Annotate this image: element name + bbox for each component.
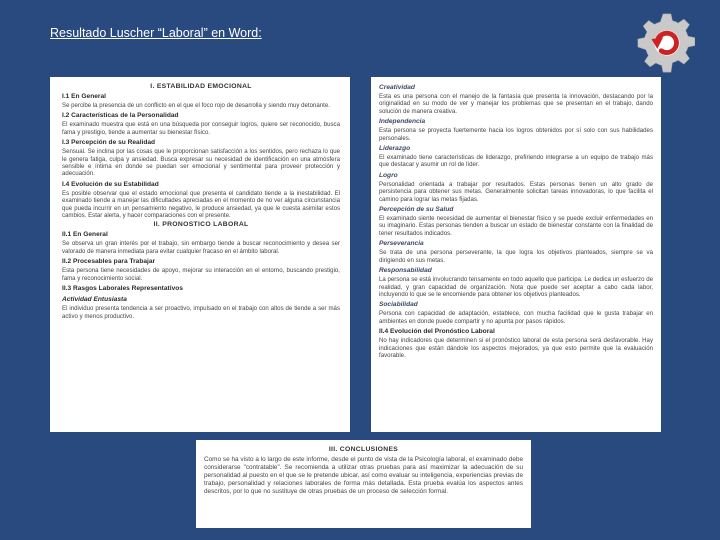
- paragraph: Como se ha visto a lo largo de este informe, desde el punto de vista de la Psicología laboral, el examinado debe considerarse "contratable". Se recomienda a utilizar otras pruebas para así maximizar la adecuación de su personalidad al puesto en el que se le pretende ubicar, así como evaluar su inteligencia, experiencias previas de trabajo, personalidad y relaciones laborales de forma más detallada. Esta prueba evalúa los aspectos antes descritos, por lo que no sustituye de otras pruebas de un proceso de selección formal.: [204, 456, 523, 495]
- paragraph: El individuo presenta tendencia a ser proactivo, impulsado en el trabajo con altos de tiende a ser más activo y menos productivo.: [62, 305, 340, 320]
- italic-heading: Creatividad: [379, 84, 415, 91]
- heading: II.4 Evolución del Pronóstico Laboral: [379, 328, 495, 336]
- slide-title: Resultado Luscher “Laboral” en Word:: [50, 26, 262, 40]
- heading: I.2 Características de la Personalidad: [62, 112, 179, 120]
- section-title: I. ESTABILIDAD EMOCIONAL: [150, 83, 252, 90]
- heading: I.4 Evolución de su Estabilidad: [62, 180, 159, 188]
- heading: I.1 En General: [62, 93, 106, 100]
- section-title: III. CONCLUSIONES: [328, 446, 399, 453]
- italic-heading: Perseverancia: [379, 240, 424, 248]
- heading: II.1 En General: [62, 231, 108, 239]
- italic-heading: Responsabilidad: [379, 267, 432, 275]
- italic-heading: Sociabilidad: [379, 301, 418, 309]
- paragraph: Esta persona se proyecta fuertemente hacia los logros obtenidos por sí solo con sus habilidades personales.: [379, 127, 653, 142]
- paragraph: Sensual. Se inclina por las cosas que le proporcionan satisfacción a los sentidos, pero rechaza lo que le genera fatiga, culpa y ansiedad. Busca expresar su necesidad de identificación en una atmósfera sensible e íntima en donde se puedan ser emocional y sentimental para proveer protección y adecuación.: [62, 148, 340, 178]
- paragraph: Esta es una persona con el manejo de la fantasía que presenta la innovación, destacando por la originalidad en su modo de ver y manejar los problemas que se presentan en el trabajo, dando solución de manera creativa.: [379, 93, 653, 115]
- paragraph: No hay indicadores que determinen si el pronóstico laboral de esta persona será desfavorable. Hay indicaciones que están dándole los aspectos mejorados, ya que esto permite que la evaluación favorable.: [379, 337, 653, 359]
- paragraph: Esta persona tiene necesidades de apoyo, mejorar su interacción en el entorno, buscando prestigio, fama y reconocimiento social.: [62, 267, 340, 282]
- paragraph: El examinado siente necesidad de aumentar el bienestar físico y se puede excluir enfermedades en su imaginario. Estas personas tienden a buscar un estado de bienestar constante con la finalidad de tener resultados indicados.: [379, 215, 653, 237]
- italic-heading: Independencia: [379, 118, 426, 126]
- italic-heading: Percepción de su Salud: [379, 206, 454, 214]
- paragraph: El examinado tiene características de liderazgo, prefiriendo integrarse a un equipo de trabajo más que destacar y asumir un rol de líder.: [379, 154, 653, 169]
- paragraph: La persona se está involucrando tensamente en todo aquello que participa. Le dedica un esfuerzo de realidad, y gran capacidad de organización. Nota que puede ser aceptar a cabo cada labor, incluyendo lo que se le encomiende para obtener los objetivos planteados.: [379, 276, 653, 298]
- italic-heading: Actividad Entusiasta: [62, 296, 127, 304]
- paragraph: Persona con capacidad de adaptación, establece, con mucha facilidad que le gusta trabajar en ambientes en donde puede compartir y no apunta por pasos rápidos.: [379, 310, 653, 325]
- word-page-3: [196, 440, 531, 528]
- paragraph: El examinado muestra que está en una búsqueda por conseguir logros, quiere ser reconocido, busca fama y prestigio, tiende a aumentar su bienestar físico.: [62, 121, 340, 136]
- section-title: II. PRONOSTICO LABORAL: [153, 221, 249, 229]
- italic-heading: Liderazgo: [379, 145, 411, 153]
- heading: II.3 Rasgos Laborales Representativos: [62, 285, 183, 293]
- paragraph: Se trata de una persona perseverante, la que logra los objetivos planteados, siempre se va dirigiendo en sus metas.: [379, 249, 653, 264]
- gear-logo-icon: [636, 12, 698, 74]
- paragraph: Se percibe la presencia de un conflicto en el que el foco rojo de desarrolla y siendo muy detonante.: [62, 102, 330, 109]
- word-page-2: [371, 77, 661, 432]
- italic-heading: Logro: [379, 171, 398, 179]
- heading: II.2 Procesables para Trabajar: [62, 258, 156, 266]
- paragraph: Se observa un gran interés por el trabajo, sin embargo tiende a buscar reconocimiento y desea ser valorado de manera inmediata para evitar cualquier fracaso en el ámbito laboral.: [62, 240, 340, 255]
- paragraph: Personalidad orientada a trabajar por resultados. Estas personas tienen un alto grado de persistencia para obtener sus metas. Generalmente solicitan tareas innovadoras, lo que facilita el camino para lograr las metas fijadas.: [379, 180, 653, 203]
- heading: I.3 Percepción de su Realidad: [62, 139, 156, 147]
- paragraph: Es posible observar que el estado emocional que presenta el candidato tiende a la inestabilidad. El examinado tiende a manejar las dificultades apreciadas en el momento de no ver alguna circunstancia que pueda incurrir en un pensamiento negativo, le produce ansiedad, ya que le cuesta asimilar estos cambios. Estar alerta, y hacer comparaciones con el presente.: [62, 189, 340, 220]
- word-page-1: [50, 77, 350, 432]
